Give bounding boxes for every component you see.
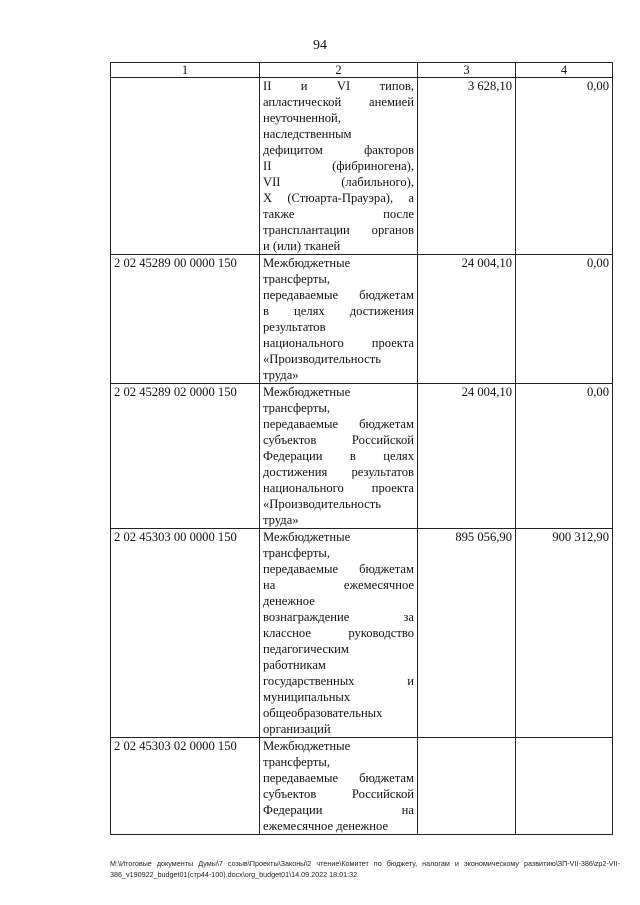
description-line: II (фибриногена), [263,159,414,173]
description-line: трансферты, [263,755,331,769]
description-line: денежное [263,594,315,608]
footer-line-1 [110,858,620,869]
description-line: передаваемые бюджетам [263,771,414,785]
description-cell [260,78,418,255]
description-line: апластической анемией [263,95,414,109]
amount-column-3-cell: 24 004,10 [418,384,516,529]
footer-line-2: 386_v190922_budget01(стр44-100).docx\org_budget01\14.09.2022 18:01:32 [110,870,358,879]
description-line: вознаграждение за [263,610,414,624]
description-line: достижения результатов [263,465,414,479]
amount-column-3-cell [418,738,516,835]
budget-table [110,62,613,835]
description-line: в целях достижения [263,304,414,318]
page-number: 94 [313,38,327,53]
table-row [111,529,613,738]
budget-code-cell: 2 02 45289 02 0000 150 [111,384,260,529]
amount-column-4-cell: 900 312,90 [516,529,613,738]
description-cell [260,529,418,738]
description-cell [260,255,418,384]
table-body [111,78,613,835]
description-line: труда» [263,513,299,527]
description-line: организаций [263,722,331,736]
description-line: неуточненной, [263,111,341,125]
budget-code-cell [111,78,260,255]
description-line: работникам [263,658,326,672]
description-cell [260,384,418,529]
column-header-1: 1 [111,63,260,78]
description-line: трансферты, [263,401,331,415]
description-line: Федерации в целях [263,449,414,463]
description-line: национального проекта [263,481,414,495]
description-line: также после [263,207,414,221]
description-line: наследственным [263,127,352,141]
description-line: и (или) тканей [263,239,341,253]
budget-code-cell: 2 02 45303 00 0000 150 [111,529,260,738]
column-header-2: 2 [260,63,418,78]
footer-line-1-text: M:\Итоговые документы Думы\7 созыв\Проекты\Законы\2 чтение\Комитет по бюджету, налогам и экономическому развитию\ЗП-VII-386\zp2-VII- [110,859,620,868]
description-line: Межбюджетные [263,530,351,544]
description-line: «Производительность [263,352,381,366]
description-line: субъектов Российской [263,787,414,801]
description-line: педагогическим [263,642,349,656]
description-line: VII (лабильного), [263,175,414,189]
description-line: «Производительность [263,497,381,511]
amount-column-4-cell [516,738,613,835]
file-path-footer [110,858,620,880]
description-line: X (Стюарта-Прауэра), а [263,191,414,205]
description-line: трансплантации органов [263,223,414,237]
table-row [111,78,613,255]
description-line: общеобразовательных [263,706,383,720]
budget-code-cell: 2 02 45303 02 0000 150 [111,738,260,835]
description-line: трансферты, [263,546,331,560]
description-line: труда» [263,368,299,382]
description-line: Межбюджетные [263,256,351,270]
description-line: передаваемые бюджетам [263,562,414,576]
description-line: передаваемые бюджетам [263,417,414,431]
amount-column-3-cell: 24 004,10 [418,255,516,384]
amount-column-4-cell: 0,00 [516,384,613,529]
amount-column-4-cell: 0,00 [516,255,613,384]
description-line: результатов [263,320,326,334]
table-row [111,384,613,529]
description-line: Федерации на [263,803,414,817]
description-line: Межбюджетные [263,385,351,399]
table-header-row [111,63,613,78]
description-line: субъектов Российской [263,433,414,447]
description-cell [260,738,418,835]
description-line: дефицитом факторов [263,143,414,157]
description-line: муниципальных [263,690,351,704]
amount-column-3-cell: 3 628,10 [418,78,516,255]
table-row [111,255,613,384]
description-line: ежемесячное денежное [263,819,389,833]
description-line: передаваемые бюджетам [263,288,414,302]
column-header-3: 3 [418,63,516,78]
description-line: национального проекта [263,336,414,350]
description-line: классное руководство [263,626,414,640]
description-line: государственных и [263,674,414,688]
description-line: на ежемесячное [263,578,414,592]
description-line: Межбюджетные [263,739,351,753]
description-line: трансферты, [263,272,331,286]
amount-column-3-cell: 895 056,90 [418,529,516,738]
budget-code-cell: 2 02 45289 00 0000 150 [111,255,260,384]
description-line: II и VI типов, [263,79,414,93]
table-row [111,738,613,835]
amount-column-4-cell: 0,00 [516,78,613,255]
column-header-4: 4 [516,63,613,78]
